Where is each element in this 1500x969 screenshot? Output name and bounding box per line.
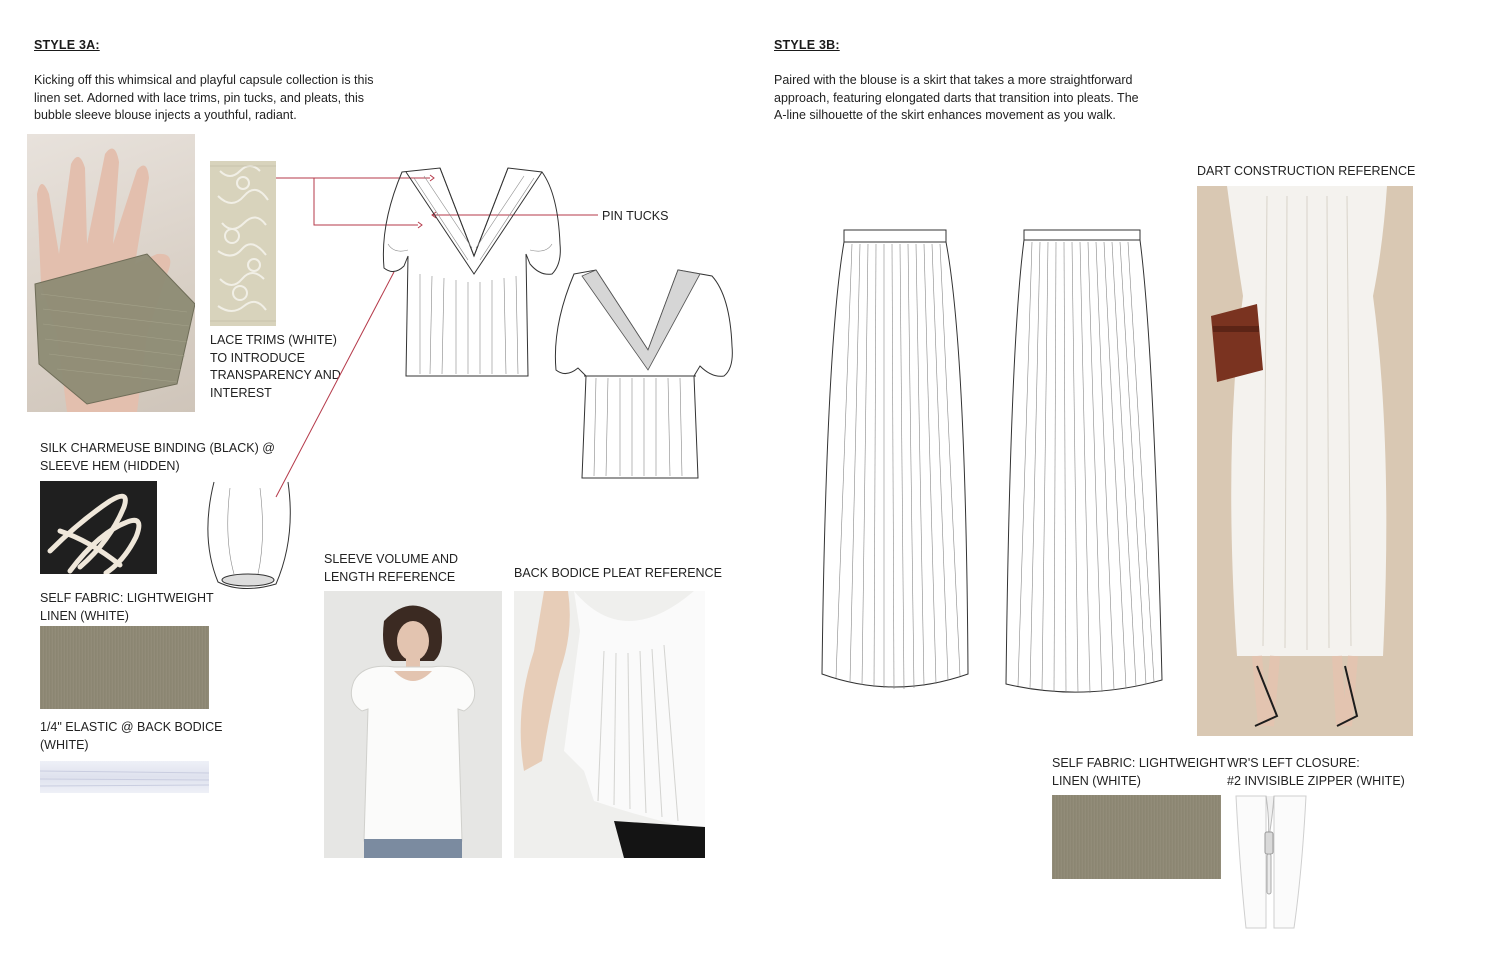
silk-binding-swatch (40, 481, 157, 574)
lace-trims-caption: LACE TRIMS (WHITE) TO INTRODUCE TRANSPARENCY AND INTEREST (210, 333, 341, 400)
sleeve-reference-caption: SLEEVE VOLUME AND LENGTH REFERENCE (324, 552, 459, 584)
sleeve-reference-photo (324, 591, 502, 858)
sleeve-hem-sketch (200, 478, 300, 598)
closure-caption: WR'S LEFT CLOSURE: #2 INVISIBLE ZIPPER (WHITE) (1227, 756, 1405, 788)
linen-swatch-3b (1052, 795, 1221, 879)
dart-reference-caption: DART CONSTRUCTION REFERENCE (1197, 164, 1416, 178)
blouse-front-sketch (380, 164, 580, 384)
style-3a-description: Kicking off this whimsical and playful capsule collection is this linen set. Adorned with lace trims, pin tucks, and pleats, this bubble sleeve blouse injects a youthful, radiant. (34, 73, 374, 122)
back-bodice-caption: BACK BODICE PLEAT REFERENCE (514, 566, 722, 580)
linen-swatch-3a (40, 626, 209, 709)
silk-binding-caption: SILK CHARMEUSE BINDING (BLACK) @ SLEEVE HEM (HIDDEN) (40, 441, 275, 473)
elastic-caption: 1/4" ELASTIC @ BACK BODICE (WHITE) (40, 720, 223, 752)
style-3b-description: Paired with the blouse is a skirt that takes a more straightforward approach, featuring elongated darts that transition into pleats. The A-line silhouette of the skirt enhances movement as you walk. (774, 73, 1139, 122)
self-fabric-caption-3a: SELF FABRIC: LIGHTWEIGHT LINEN (WHITE) (40, 591, 214, 623)
elastic-swatch (40, 761, 209, 793)
dart-reference-photo (1197, 186, 1413, 736)
self-fabric-caption-3b: SELF FABRIC: LIGHTWEIGHT LINEN (WHITE) (1052, 756, 1226, 788)
back-bodice-photo (514, 591, 705, 858)
style-3a-heading: STYLE 3A: (34, 38, 100, 52)
blouse-back-sketch (552, 266, 742, 486)
skirt-front-sketch (818, 228, 978, 698)
invisible-zipper-image (1232, 792, 1312, 930)
pin-tucks-label: PIN TUCKS (602, 209, 669, 223)
style-3b-heading: STYLE 3B: (774, 38, 840, 52)
skirt-back-sketch (1002, 228, 1162, 698)
